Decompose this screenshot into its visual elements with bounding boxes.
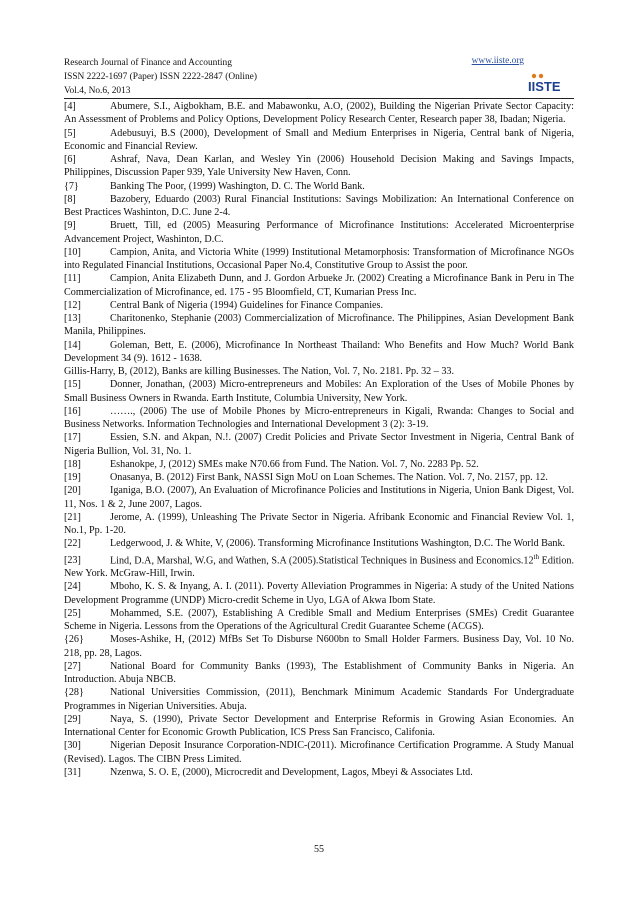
reference-entry	[64, 484, 574, 511]
reference-entry	[64, 686, 574, 713]
reference-number: [18]	[64, 458, 81, 470]
reference-text: Edition. New York. McGraw-Hill, Irwin.	[64, 554, 574, 580]
reference-text: Lind, D.A, Marshal, W.G, and Wathen, S.A (2005).Statistical Techniques in Business and Economics.12	[110, 554, 534, 566]
reference-entry	[64, 378, 574, 405]
reference-entry	[64, 153, 574, 180]
reference-entry	[64, 766, 574, 779]
reference-number: [22]	[64, 538, 81, 550]
reference-number: [12]	[64, 299, 81, 311]
reference-number: [16]	[64, 405, 81, 417]
reference-number: [9]	[64, 220, 76, 232]
reference-number: [6]	[64, 154, 76, 165]
logo-text: IISTE	[528, 79, 561, 94]
journal-name: Research Journal of Finance and Accounting	[64, 58, 232, 68]
reference-text: Onasanya, B. (2012) First Bank, NASSI Sign MoU on Loan Schemes. The Nation. Vol. 7, No. 2157, pp. 12.	[110, 472, 548, 483]
reference-entry	[64, 246, 574, 273]
reference-superscript: th	[533, 552, 539, 561]
reference-text: Bazobery, Eduardo (2003) Rural Financial Institutions: Savings Mobilization: An International Conference on Best Practices Washinton, D.C. June 2-4.	[64, 193, 574, 218]
reference-text: National Board for Community Banks (1993), The Establishment of Community Banks in Nigeria. An Introduction. Abuja NBCB.	[64, 660, 574, 686]
reference-entry	[64, 431, 574, 458]
reference-text: Central Bank of Nigeria (1994) Guidelines for Finance Companies.	[110, 299, 384, 311]
reference-number: [24]	[64, 581, 81, 593]
iiste-logo-icon	[528, 72, 574, 94]
reference-entry	[64, 739, 574, 766]
reference-text: Naya, S. (1990), Private Sector Development and Enterprise Reformis in Growing Asian Economies. An International Center for Economic Growth Publication, ICS Press San Francisco, Califonia.	[64, 713, 574, 739]
reference-text: Jerome, A. (1999), Unleashing The Private Sector in Nigeria. Afribank Economic and Financial Review Vol. 1, No.1, Pp. 1-20.	[64, 511, 574, 536]
reference-number: {7}	[64, 180, 79, 192]
reference-entry	[64, 405, 574, 432]
reference-number: [27]	[64, 660, 81, 672]
header-rule	[64, 98, 574, 99]
reference-number: [29]	[64, 713, 81, 725]
reference-number: [19]	[64, 472, 81, 483]
reference-entry	[64, 365, 574, 378]
reference-entry	[64, 458, 574, 471]
reference-number: [11]	[64, 273, 81, 285]
website-link[interactable]: www.iiste.org	[471, 56, 524, 66]
reference-text: Goleman, Bett, E. (2006), Microfinance In Northeast Thailand: Who Benefits and How Much? World Bank Development 34 (9). 1612 - 1638.	[64, 339, 574, 364]
reference-number: [17]	[64, 432, 81, 444]
reference-text: Charitonenko, Stephanie (2003) Commercialization of Microfinance. The Philippines, Asian Development Bank Manila, Philippines.	[64, 313, 574, 338]
reference-number: [23]	[64, 554, 81, 566]
reference-number: [31]	[64, 766, 81, 778]
reference-list	[64, 100, 574, 779]
reference-text: National Universities Commission, (2011), Benchmark Minimum Academic Standards For Undergraduate Programmes in Nigerian Universities. Abuja.	[64, 687, 574, 712]
reference-entry	[64, 193, 574, 220]
reference-number: [8]	[64, 193, 76, 205]
issn-line: ISSN 2222-1697 (Paper) ISSN 2222-2847 (Online)	[64, 72, 257, 82]
reference-number: {28}	[64, 687, 84, 699]
reference-number: [13]	[64, 313, 81, 324]
reference-number: [20]	[64, 485, 81, 497]
reference-entry	[64, 127, 574, 154]
reference-text: ……., (2006) The use of Mobile Phones by Micro-entrepreneurs in Kigali, Rwanda: Changes to Social and Business Networks. Information Technologies and International Development 3 (2): 3-19.	[64, 405, 574, 430]
reference-text: Essien, S.N. and Akpan, N.!. (2007) Credit Policies and Private Sector Investment in Nigeria, Central Bank of Nigeria Bullion, Vol. 31, No. 1.	[64, 432, 574, 457]
reference-entry	[64, 312, 574, 339]
reference-number: [25]	[64, 607, 81, 619]
reference-text: Eshanokpe, J, (2012) SMEs make N70.66 from Fund. The Nation. Vol. 7, No. 2283 Pp. 52.	[110, 458, 479, 470]
reference-entry	[64, 299, 574, 312]
reference-entry	[64, 272, 574, 299]
reference-text: Campion, Anita, and Victoria White (1999) Institutional Metamorphosis: Transformation of Microfinance NGOs into Regulated Financial Institutions, Occasional Paper No.4, Constitutive Group to Assist the poor.	[64, 246, 574, 271]
reference-number: {26}	[64, 634, 84, 646]
volume-line: Vol.4, No.6, 2013	[64, 86, 131, 96]
reference-entry	[64, 633, 574, 660]
reference-text: Campion, Anita Elizabeth Dunn, and J. Gordon Arbueke Jr. (2002) Creating a Microfinance Bank in Peru in The Commercialization of Microfinance, ed. 175 - 95 Bloomfield, CT, Kumarian Press Inc.	[64, 273, 574, 298]
reference-entry	[64, 580, 574, 607]
reference-text: Adebusuyi, B.S (2000), Development of Small and Medium Enterprises in Nigeria, Central bank of Nigeria, Economic and Financial Review.	[64, 127, 574, 152]
reference-text: Gillis-Harry, B, (2012), Banks are killing Businesses. The Nation, Vol. 7, No. 2181. Pp. 32 – 33.	[64, 366, 454, 377]
reference-text: Banking The Poor, (1999) Washington, D. C. The World Bank.	[110, 180, 365, 192]
reference-text: Moses-Ashike, H, (2012) MfBs Set To Disburse N600bn to Small Holder Farmers. Business Day, Vol. 10 No. 218, pp. 28, Lagos.	[64, 634, 574, 659]
reference-text: Bruett, Till, ed (2005) Measuring Performance of Microfinance Institutions: Accelerated Microenterprise Advancement Project, Washinton, D.C.	[64, 220, 574, 245]
reference-number: [10]	[64, 246, 81, 258]
reference-text: Mohammed, S.E. (2007), Establishing A Credible Small and Medium Enterprises (SMEs) Credit Guarantee Scheme in Nigeria. Lessons from the Operations of the Agricultural Credit Guarantee Scheme (ACGS).	[64, 607, 574, 633]
reference-entry	[64, 551, 574, 581]
reference-entry	[64, 537, 574, 550]
reference-entry	[64, 660, 574, 687]
reference-number: [14]	[64, 339, 81, 351]
reference-text: Ashraf, Nava, Dean Karlan, and Wesley Yin (2006) Household Decision Making and Savings Impacts, Philippines, Discussion Paper 939, Yale University New Haven, Conn.	[64, 154, 574, 179]
reference-entry	[64, 607, 574, 634]
reference-entry	[64, 713, 574, 740]
reference-entry	[64, 471, 574, 484]
reference-text: Nzenwa, S. O. E, (2000), Microcredit and Development, Lagos, Mbeyi & Associates Ltd.	[110, 766, 473, 778]
reference-text: Nigerian Deposit Insurance Corporation-NDIC-(2011). Microfinance Certification Programme. A Study Manual (Revised). Lagos. The CIBN Press Limited.	[64, 740, 574, 765]
reference-entry	[64, 219, 574, 246]
reference-entry	[64, 339, 574, 366]
reference-text: Donner, Jonathan, (2003) Micro-entrepreneurs and Mobiles: An Exploration of the Uses of Mobile Phones by Small Business Owners in Rwanda. Earth Institute, Columbia University, New York.	[64, 379, 574, 404]
reference-text: Ledgerwood, J. & White, V, (2006). Transforming Microfinance Institutions Washington, D.C. The World Bank.	[110, 538, 566, 550]
reference-text: Mboho, K. S. & Inyang, A. I. (2011). Poverty Alleviation Programmes in Nigeria: A study of the United Nations Development Programme (UNDP) Micro-credit Scheme in Uyo, LGA of Akwa Ibom State.	[64, 581, 574, 606]
reference-text: Iganiga, B.O. (2007), An Evaluation of Microfinance Policies and Institutions in Nigeria, Union Bank Digest, Vol. 11, Nos. 1 & 2, June 2007, Lagos.	[64, 485, 574, 510]
page-number: 55	[314, 844, 324, 855]
reference-text: Abumere, S.I., Aigbokham, B.E. and Mabawonku, A.O, (2002), Building the Nigerian Private Sector Capacity: An Assessment of Problems and Policy Options, Development Policy Research Center, Research paper 38, Ibadan; Nigeria.	[64, 101, 574, 126]
reference-entry	[64, 511, 574, 538]
reference-entry	[64, 180, 574, 193]
reference-number: [4]	[64, 101, 76, 112]
reference-number: [5]	[64, 127, 76, 139]
reference-number: [15]	[64, 379, 81, 391]
reference-number: [30]	[64, 740, 81, 752]
reference-number: [21]	[64, 511, 81, 523]
reference-entry	[64, 100, 574, 127]
